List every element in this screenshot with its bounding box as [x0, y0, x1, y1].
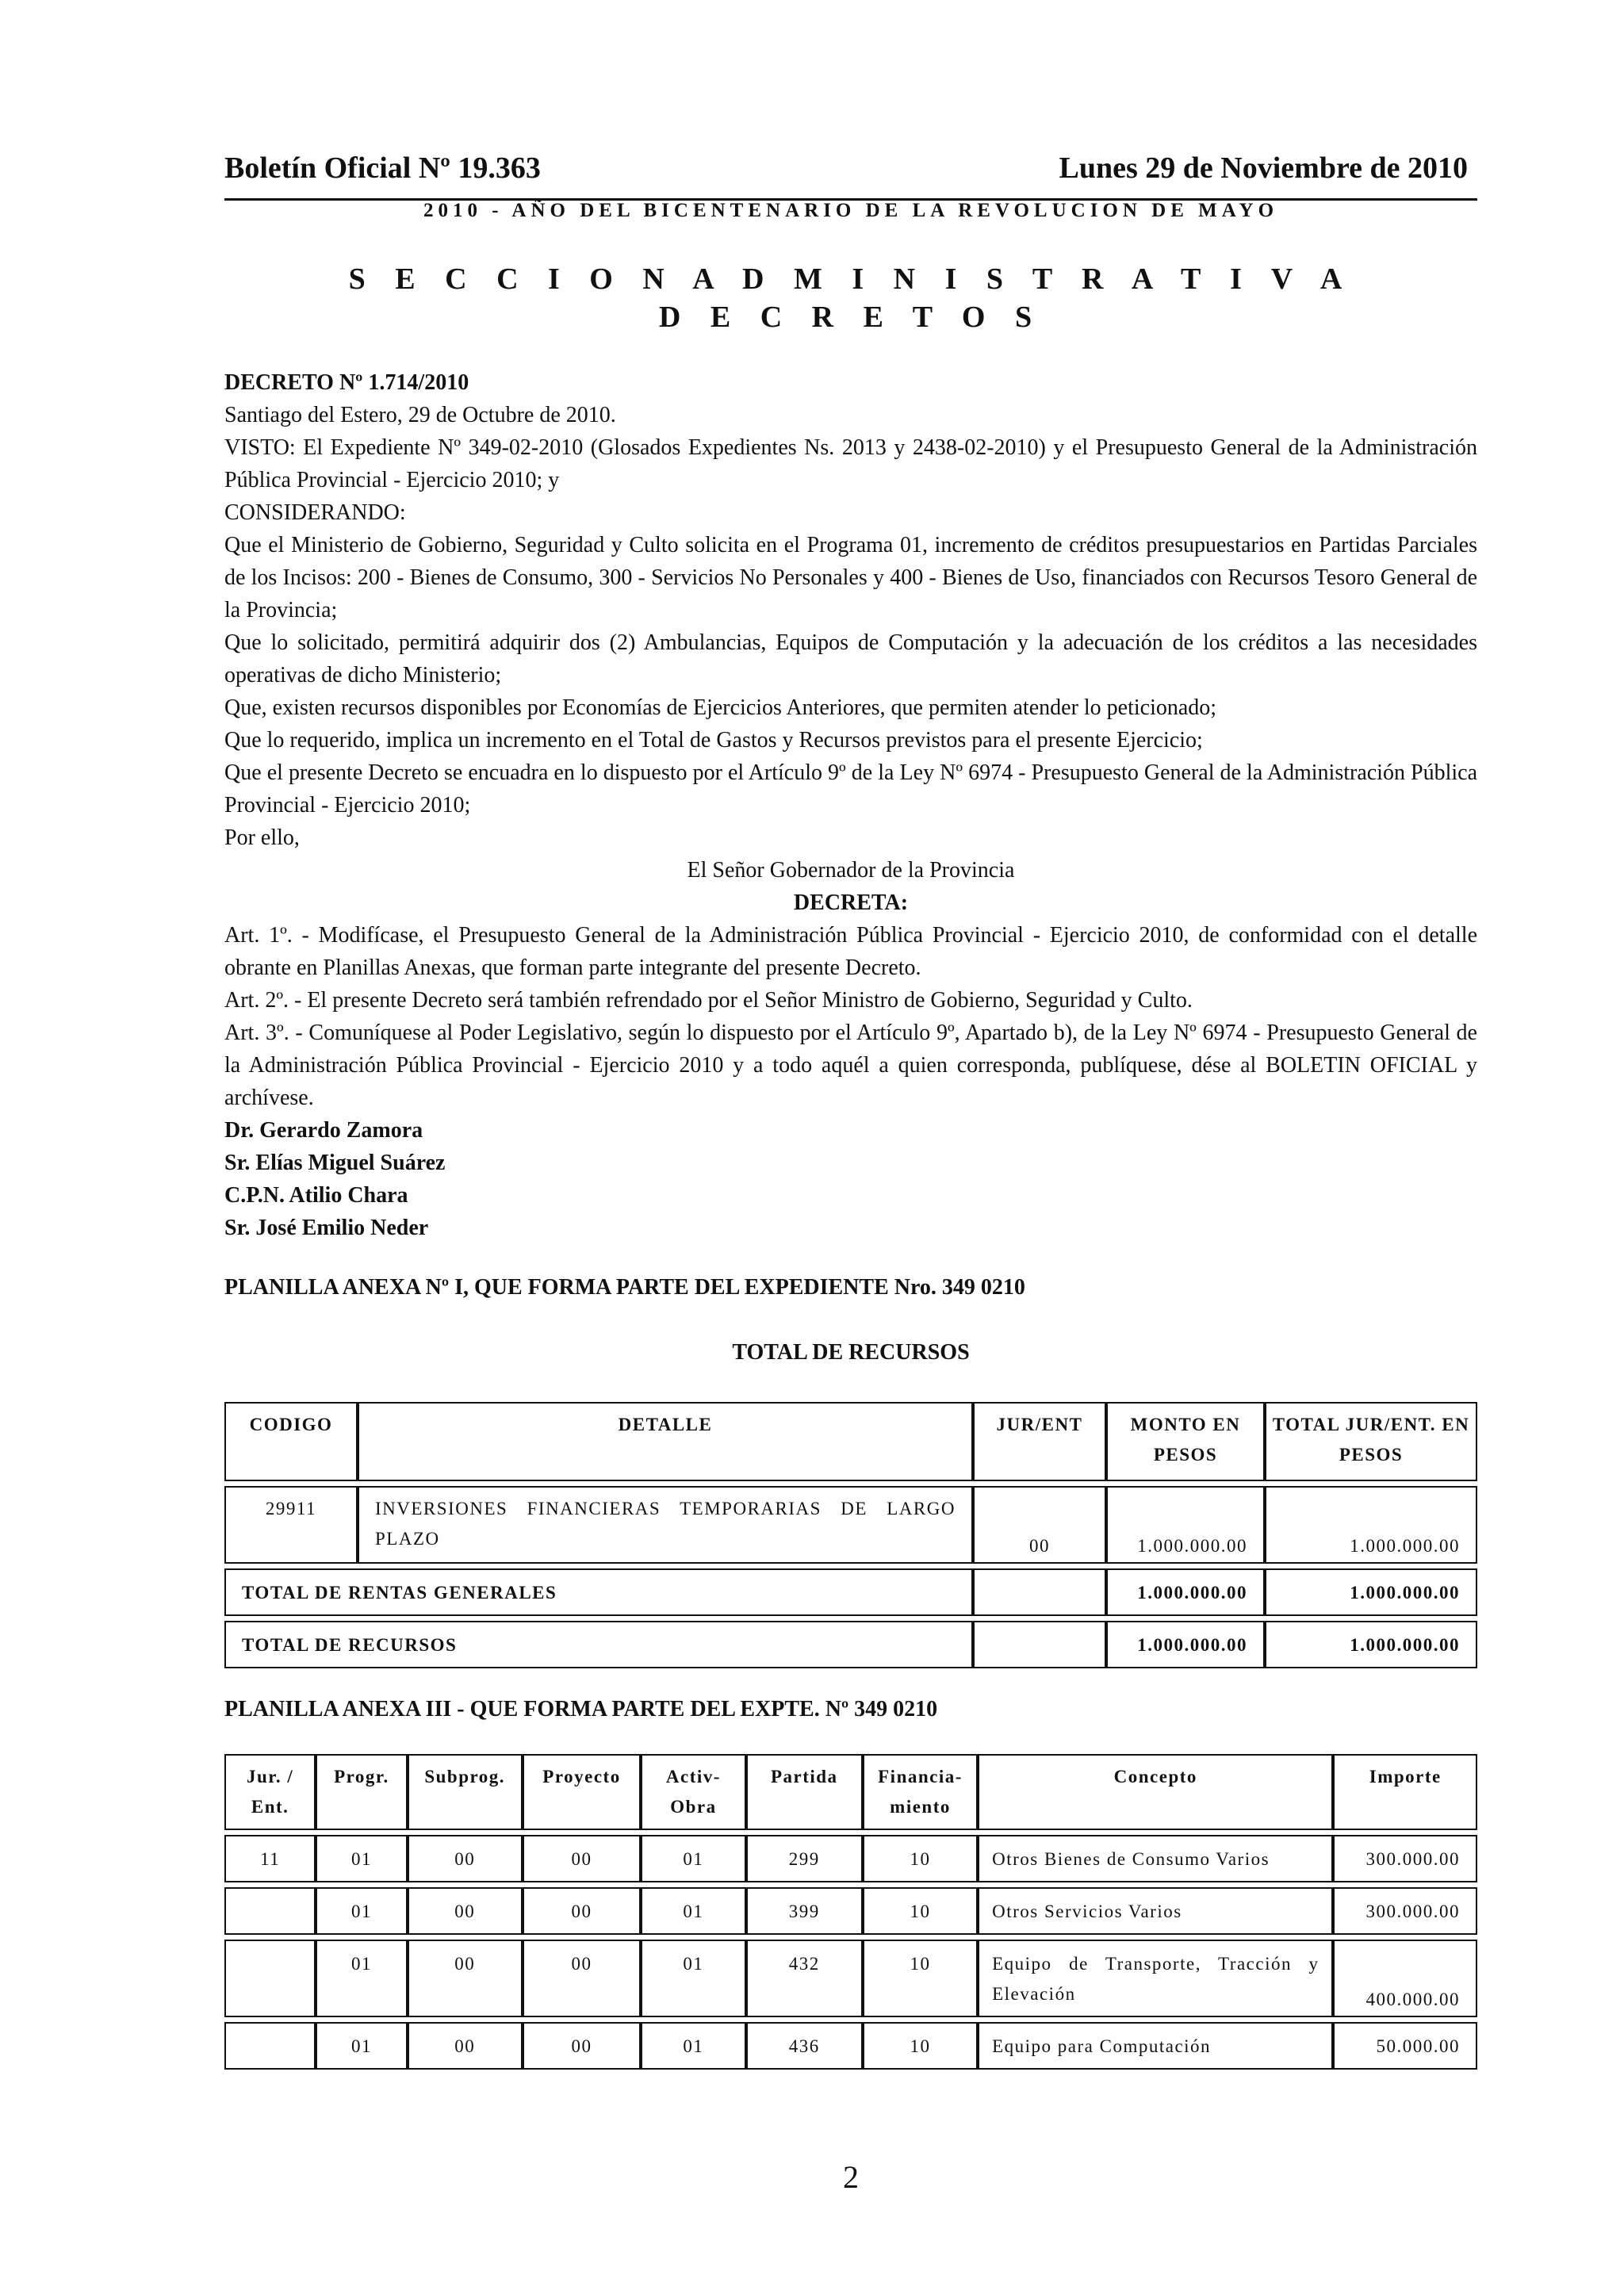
table-cell — [973, 1621, 1106, 1668]
table-cell: TOTAL DE RENTAS GENERALES — [224, 1568, 973, 1616]
table-header-row — [224, 1402, 1477, 1481]
table-cell — [224, 1887, 316, 1935]
page-header — [224, 151, 1477, 201]
table-cell: 00 — [523, 1887, 641, 1935]
table-cell: Equipo de Transporte, Tracción y Elevación — [978, 1940, 1333, 2017]
signature: Sr. Elías Miguel Suárez — [224, 1151, 446, 1175]
decree-paragraph: Que lo requerido, implica un incremento en el Total de Gastos y Recursos previstos para el presente Ejercicio; — [224, 728, 1203, 753]
table-cell: 01 — [641, 1835, 745, 1882]
table-cell: 50.000.00 — [1333, 2022, 1477, 2070]
table-header-cell: Importe — [1333, 1754, 1477, 1830]
signature: Dr. Gerardo Zamora — [224, 1118, 423, 1143]
table-header-cell: DETALLE — [358, 1402, 973, 1481]
table-cell: Equipo para Computación — [978, 2022, 1333, 2070]
decree-paragraph: Que, existen recursos disponibles por Economías de Ejercicios Anteriores, que permiten atender lo peticionado; — [224, 695, 1217, 720]
table-cell — [973, 1568, 1106, 1616]
table-cell: 432 — [746, 1940, 863, 2017]
table-cell — [224, 1940, 316, 2017]
header-motto: 2010 - AÑO DEL BICENTENARIO DE LA REVOLUCION DE MAYO — [423, 200, 1279, 221]
table-cell: 436 — [746, 2022, 863, 2070]
table-cell: 01 — [316, 1940, 407, 2017]
table-cell: INVERSIONES FINANCIERAS TEMPORARIAS DE LARGO PLAZO — [358, 1486, 973, 1564]
table-cell: 00 — [523, 1940, 641, 2017]
decree-article: Art. 3º. - Comuníquese al Poder Legislativo, según lo dispuesto por el Artículo 9º, Apartado b), de la Ley Nº 6974 - Presupuesto General de la Administración Pública Provincial - Ejercicio 2010 y a todo aquél a quien corresponda, publíquese, dése al BOLETIN OFICIAL y archívese. — [224, 1021, 1477, 1110]
table-row — [224, 1940, 1477, 2017]
table-cell: 400.000.00 — [1333, 1940, 1477, 2017]
signature: Sr. José Emilio Neder — [224, 1216, 429, 1240]
table-row — [224, 1621, 1477, 1668]
table-cell: 00 — [408, 2022, 523, 2070]
table-cell: 01 — [316, 1835, 407, 1882]
decree-paragraph: Que el Ministerio de Gobierno, Seguridad y Culto solicita en el Programa 01, incremento de créditos presupuestarios en Partidas Parciales de los Incisos: 200 - Bienes de Consumo, 300 - Servicios No Personales y 400 - Bienes de Uso, financiados con Recursos Tesoro General de la Provincia; — [224, 533, 1477, 622]
bulletin-date: Lunes 29 de Noviembre de 2010 — [1059, 151, 1468, 185]
table-cell: 1.000.000.00 — [1265, 1568, 1477, 1616]
table-cell: 00 — [408, 1835, 523, 1882]
table-cell: 10 — [863, 1887, 978, 1935]
table-header-cell: Subprog. — [408, 1754, 523, 1830]
table-cell: 1.000.000.00 — [1265, 1486, 1477, 1564]
table-cell: 00 — [408, 1940, 523, 2017]
table-cell: 300.000.00 — [1333, 1887, 1477, 1935]
table-cell: 00 — [408, 1887, 523, 1935]
table-cell: 1.000.000.00 — [1106, 1486, 1265, 1564]
table-header-cell: Concepto — [978, 1754, 1333, 1830]
table-header-row — [224, 1754, 1477, 1830]
page-number: 2 — [843, 2159, 859, 2195]
table-row — [224, 1835, 1477, 1882]
decree-governor: El Señor Gobernador de la Provincia — [687, 858, 1015, 883]
table-header-cell: Financia- miento — [863, 1754, 978, 1830]
decree-place-date: Santiago del Estero, 29 de Octubre de 2010. — [224, 403, 616, 427]
section-title: S E C C I O N A D M I N I S T R A T I V A — [348, 262, 1354, 296]
table-cell: TOTAL DE RECURSOS — [224, 1621, 973, 1668]
decree-paragraph: Que el presente Decreto se encuadra en lo dispuesto por el Artículo 9º de la Ley Nº 6974 - Presupuesto General de la Administración Pública Provincial - Ejercicio 2010; — [224, 760, 1477, 818]
table-header-cell: Activ- Obra — [641, 1754, 745, 1830]
table-row — [224, 1887, 1477, 1935]
table-cell: 00 — [973, 1486, 1106, 1564]
table-cell: 01 — [641, 1887, 745, 1935]
table-cell: 1.000.000.00 — [1106, 1568, 1265, 1616]
table-cell: 00 — [523, 2022, 641, 2070]
table-cell: 10 — [863, 2022, 978, 2070]
table-cell: 29911 — [224, 1486, 358, 1564]
decree-visto: VISTO: El Expediente Nº 349-02-2010 (Glosados Expedientes Ns. 2013 y 2438-02-2010) y el Presupuesto General de la Administración Pública Provincial - Ejercicio 2010; y — [224, 435, 1477, 492]
table-header-cell: TOTAL JUR/ENT. EN PESOS — [1265, 1402, 1477, 1481]
resources-table — [224, 1402, 1477, 1668]
table-cell: 00 — [523, 1835, 641, 1882]
decree-number: DECRETO Nº 1.714/2010 — [224, 370, 469, 395]
annex1-subtitle: TOTAL DE RECURSOS — [732, 1340, 970, 1365]
table-header-cell: Proyecto — [523, 1754, 641, 1830]
table-cell: 01 — [316, 2022, 407, 2070]
decree-article: Art. 2º. - El presente Decreto será también refrendado por el Señor Ministro de Gobierno, Seguridad y Culto. — [224, 988, 1193, 1013]
table-cell: Otros Bienes de Consumo Varios — [978, 1835, 1333, 1882]
section-subtitle: D E C R E T O S — [658, 301, 1044, 334]
table-header-cell: JUR/ENT — [973, 1402, 1106, 1481]
decree-considerando: CONSIDERANDO: — [224, 500, 406, 525]
table-row — [224, 2022, 1477, 2070]
table-cell: 300.000.00 — [1333, 1835, 1477, 1882]
decree-body — [224, 366, 1477, 1244]
decree-decreta: DECRETA: — [793, 890, 909, 915]
table-cell: Otros Servicios Varios — [978, 1887, 1333, 1935]
table-header-cell: MONTO EN PESOS — [1106, 1402, 1265, 1481]
annex3-title: PLANILLA ANEXA III - QUE FORMA PARTE DEL EXPTE. Nº 349 0210 — [224, 1697, 938, 1721]
table-cell: 01 — [641, 2022, 745, 2070]
table-cell: 1.000.000.00 — [1265, 1621, 1477, 1668]
decree-por-ello: Por ello, — [224, 825, 300, 850]
table-cell: 399 — [746, 1887, 863, 1935]
table-header-cell: Partida — [746, 1754, 863, 1830]
table-cell — [224, 2022, 316, 2070]
bulletin-title: Boletín Oficial Nº 19.363 — [224, 151, 541, 185]
table-header-cell: CODIGO — [224, 1402, 358, 1481]
table-cell: 10 — [863, 1835, 978, 1882]
table-row — [224, 1568, 1477, 1616]
table-cell: 299 — [746, 1835, 863, 1882]
table-cell: 11 — [224, 1835, 316, 1882]
annex1-title: PLANILLA ANEXA Nº I, QUE FORMA PARTE DEL EXPEDIENTE Nro. 349 0210 — [224, 1275, 1025, 1300]
table-header-cell: Jur. / Ent. — [224, 1754, 316, 1830]
table-cell: 01 — [641, 1940, 745, 2017]
table-cell: 1.000.000.00 — [1106, 1621, 1265, 1668]
expenses-table — [224, 1754, 1477, 2070]
signature: C.P.N. Atilio Chara — [224, 1183, 408, 1208]
table-header-cell: Progr. — [316, 1754, 407, 1830]
decree-article: Art. 1º. - Modifícase, el Presupuesto General de la Administración Pública Provincial - Ejercicio 2010, de conformidad con el detalle obrante en Planillas Anexas, que forman parte integrante del presente Decreto. — [224, 923, 1477, 980]
table-cell: 01 — [316, 1887, 407, 1935]
table-row — [224, 1486, 1477, 1564]
table-cell: 10 — [863, 1940, 978, 2017]
decree-paragraph: Que lo solicitado, permitirá adquirir dos (2) Ambulancias, Equipos de Computación y la adecuación de los créditos a las necesidades operativas de dicho Ministerio; — [224, 630, 1477, 687]
